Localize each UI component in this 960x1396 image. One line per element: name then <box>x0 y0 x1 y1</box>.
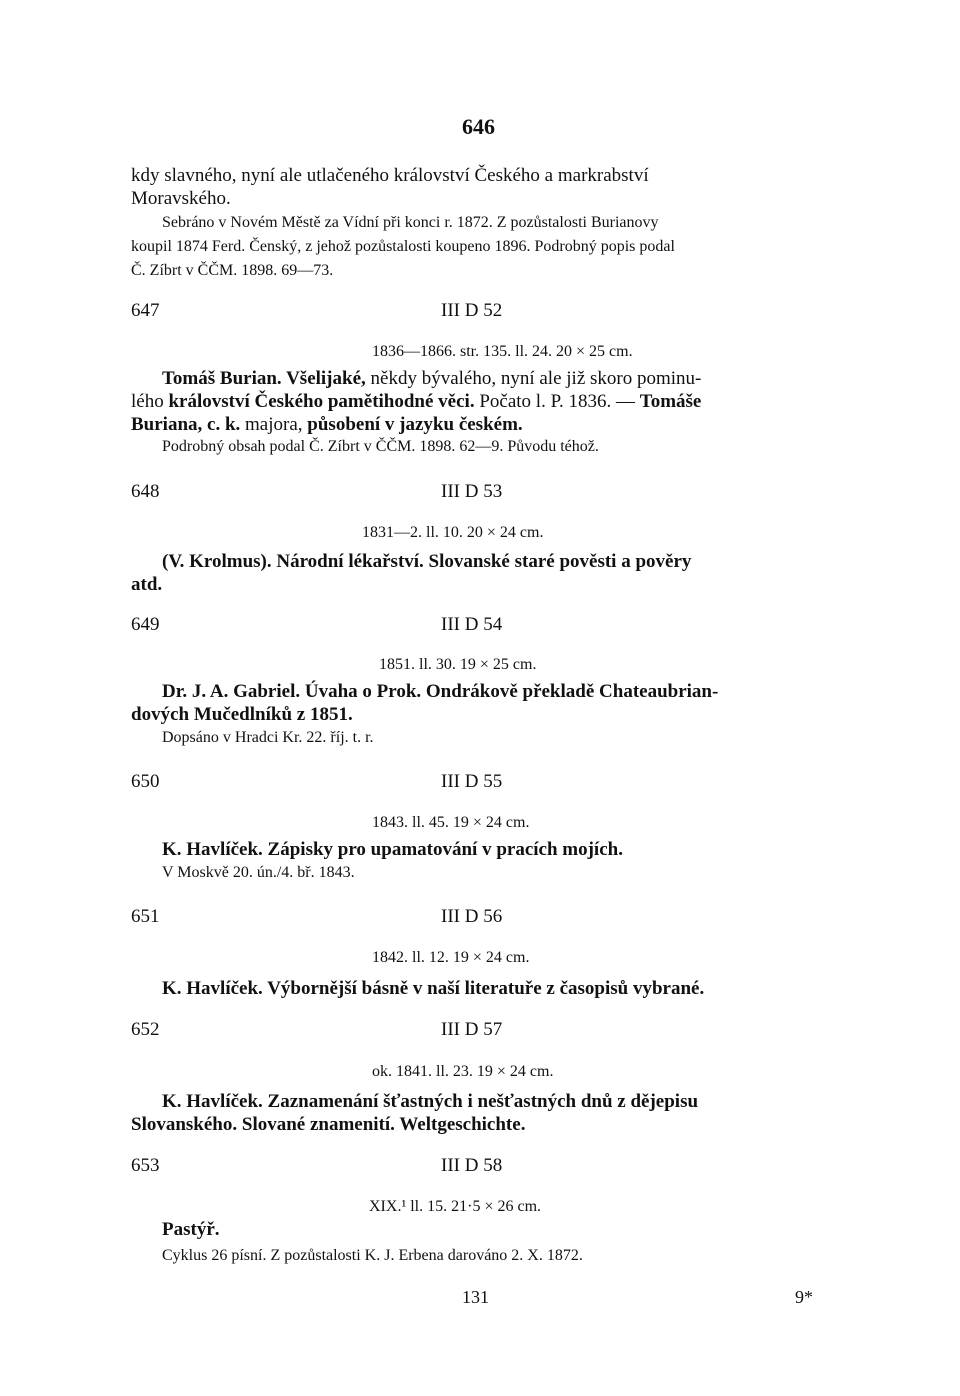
entry-number: 652 <box>131 1019 160 1040</box>
entry-signature: III D 57 <box>441 1019 503 1040</box>
entry-number: 647 <box>131 300 160 321</box>
entry-body-line <box>131 413 523 436</box>
entry-signature: III D 52 <box>441 300 503 321</box>
entry-note: V Moskvě 20. ún./4. bř. 1843. <box>162 864 355 881</box>
intro-note-line-1: Sebráno v Novém Městě za Vídní při konci r. 1872. Z pozůstalosti Burianovy <box>162 214 659 231</box>
text-run: Dr. J. A. Gabriel. Úvaha o Prok. Ondrákově překladě Chateaubrian- <box>162 681 719 702</box>
entry-body-line <box>162 1218 220 1241</box>
entry-number: 650 <box>131 771 160 792</box>
text-run: někdy bývalého, nyní ale již skoro pominu- <box>370 368 702 389</box>
entry-signature: III D 53 <box>441 481 503 502</box>
text-run: (V. Krolmus). Národní lékařství. Slovanské staré pověsti a pověry <box>162 551 692 572</box>
entry-signature: III D 55 <box>441 771 503 792</box>
text-run: Tomáše <box>639 391 702 412</box>
text-run: Slovanského. Slované znamenití. Weltgeschichte. <box>131 1114 526 1135</box>
entry-signature: III D 58 <box>441 1155 503 1176</box>
text-run: království Českého pamětihodné věci. <box>168 391 475 412</box>
text-run: Pastýř. <box>162 1219 220 1240</box>
entry-meta: ok. 1841. ll. 23. 19 × 24 cm. <box>372 1063 554 1080</box>
text-run: K. Havlíček. Zaznamenání šťastných i nešťastných dnů z dějepisu <box>162 1091 699 1112</box>
entry-body-line <box>162 680 718 703</box>
entry-meta: 1842. ll. 12. 19 × 24 cm. <box>372 949 530 966</box>
entry-meta: 1831—2. ll. 10. 20 × 24 cm. <box>362 524 544 541</box>
entry-note: Podrobný obsah podal Č. Zíbrt v ČČM. 1898. 62—9. Původu téhož. <box>162 438 599 455</box>
page-number: 646 <box>462 114 495 139</box>
entry-signature: III D 56 <box>441 906 503 927</box>
text-run: K. Havlíček. Zápisky pro upamatování v pracích mojích. <box>162 839 623 860</box>
entry-body-line <box>162 977 704 1000</box>
text-run: majora, <box>245 414 308 435</box>
entry-body-line <box>131 1113 525 1136</box>
text-run: Buriana, c. k. <box>131 414 246 435</box>
entry-body-line <box>131 703 353 726</box>
intro-note-line-3: Č. Zíbrt v ČČM. 1898. 69—73. <box>131 262 334 279</box>
entry-body-line <box>162 550 691 573</box>
entry-note: Cyklus 26 písní. Z pozůstalosti K. J. Erbena darováno 2. X. 1872. <box>162 1247 583 1264</box>
text-run: působení v jazyku českém. <box>307 414 523 435</box>
entry-body-line <box>131 573 162 596</box>
entry-body-line <box>162 1090 698 1113</box>
entry-signature: III D 54 <box>441 614 503 635</box>
entry-number: 649 <box>131 614 160 635</box>
entry-meta: 1851. ll. 30. 19 × 25 cm. <box>379 656 537 673</box>
text-run: Tomáš Burian. <box>162 368 282 389</box>
entry-meta: XIX.¹ ll. 15. 21·5 × 26 cm. <box>369 1198 542 1215</box>
entry-body-line <box>131 390 701 413</box>
signature-mark: 9* <box>795 1287 813 1307</box>
text-run: Všelijaké, <box>281 368 371 389</box>
intro-line-2: Moravského. <box>131 188 231 209</box>
intro-note-line-2: koupil 1874 Ferd. Čenský, z jehož pozůstalosti koupeno 1896. Podrobný popis podal <box>131 238 675 255</box>
sheet-number: 131 <box>462 1287 489 1307</box>
text-run: dových Mučedlníků z 1851. <box>131 704 353 725</box>
text-run: K. Havlíček. Výbornější básně v naší literatuře z časopisů vybrané. <box>162 978 705 999</box>
entry-note: Dopsáno v Hradci Kr. 22. říj. t. r. <box>162 729 374 746</box>
entry-number: 653 <box>131 1155 160 1176</box>
entry-body-line <box>162 367 701 390</box>
entry-meta: 1843. ll. 45. 19 × 24 cm. <box>372 814 530 831</box>
entry-number: 651 <box>131 906 160 927</box>
text-run: atd. <box>131 574 163 595</box>
text-run: Počato l. P. 1836. — <box>474 391 640 412</box>
text-run: lého <box>131 391 169 412</box>
entry-body-line <box>162 838 623 861</box>
entry-number: 648 <box>131 481 160 502</box>
intro-line-1: kdy slavného, nyní ale utlačeného království Českého a markrabství <box>131 165 649 186</box>
entry-meta: 1836—1866. str. 135. ll. 24. 20 × 25 cm. <box>372 343 633 360</box>
